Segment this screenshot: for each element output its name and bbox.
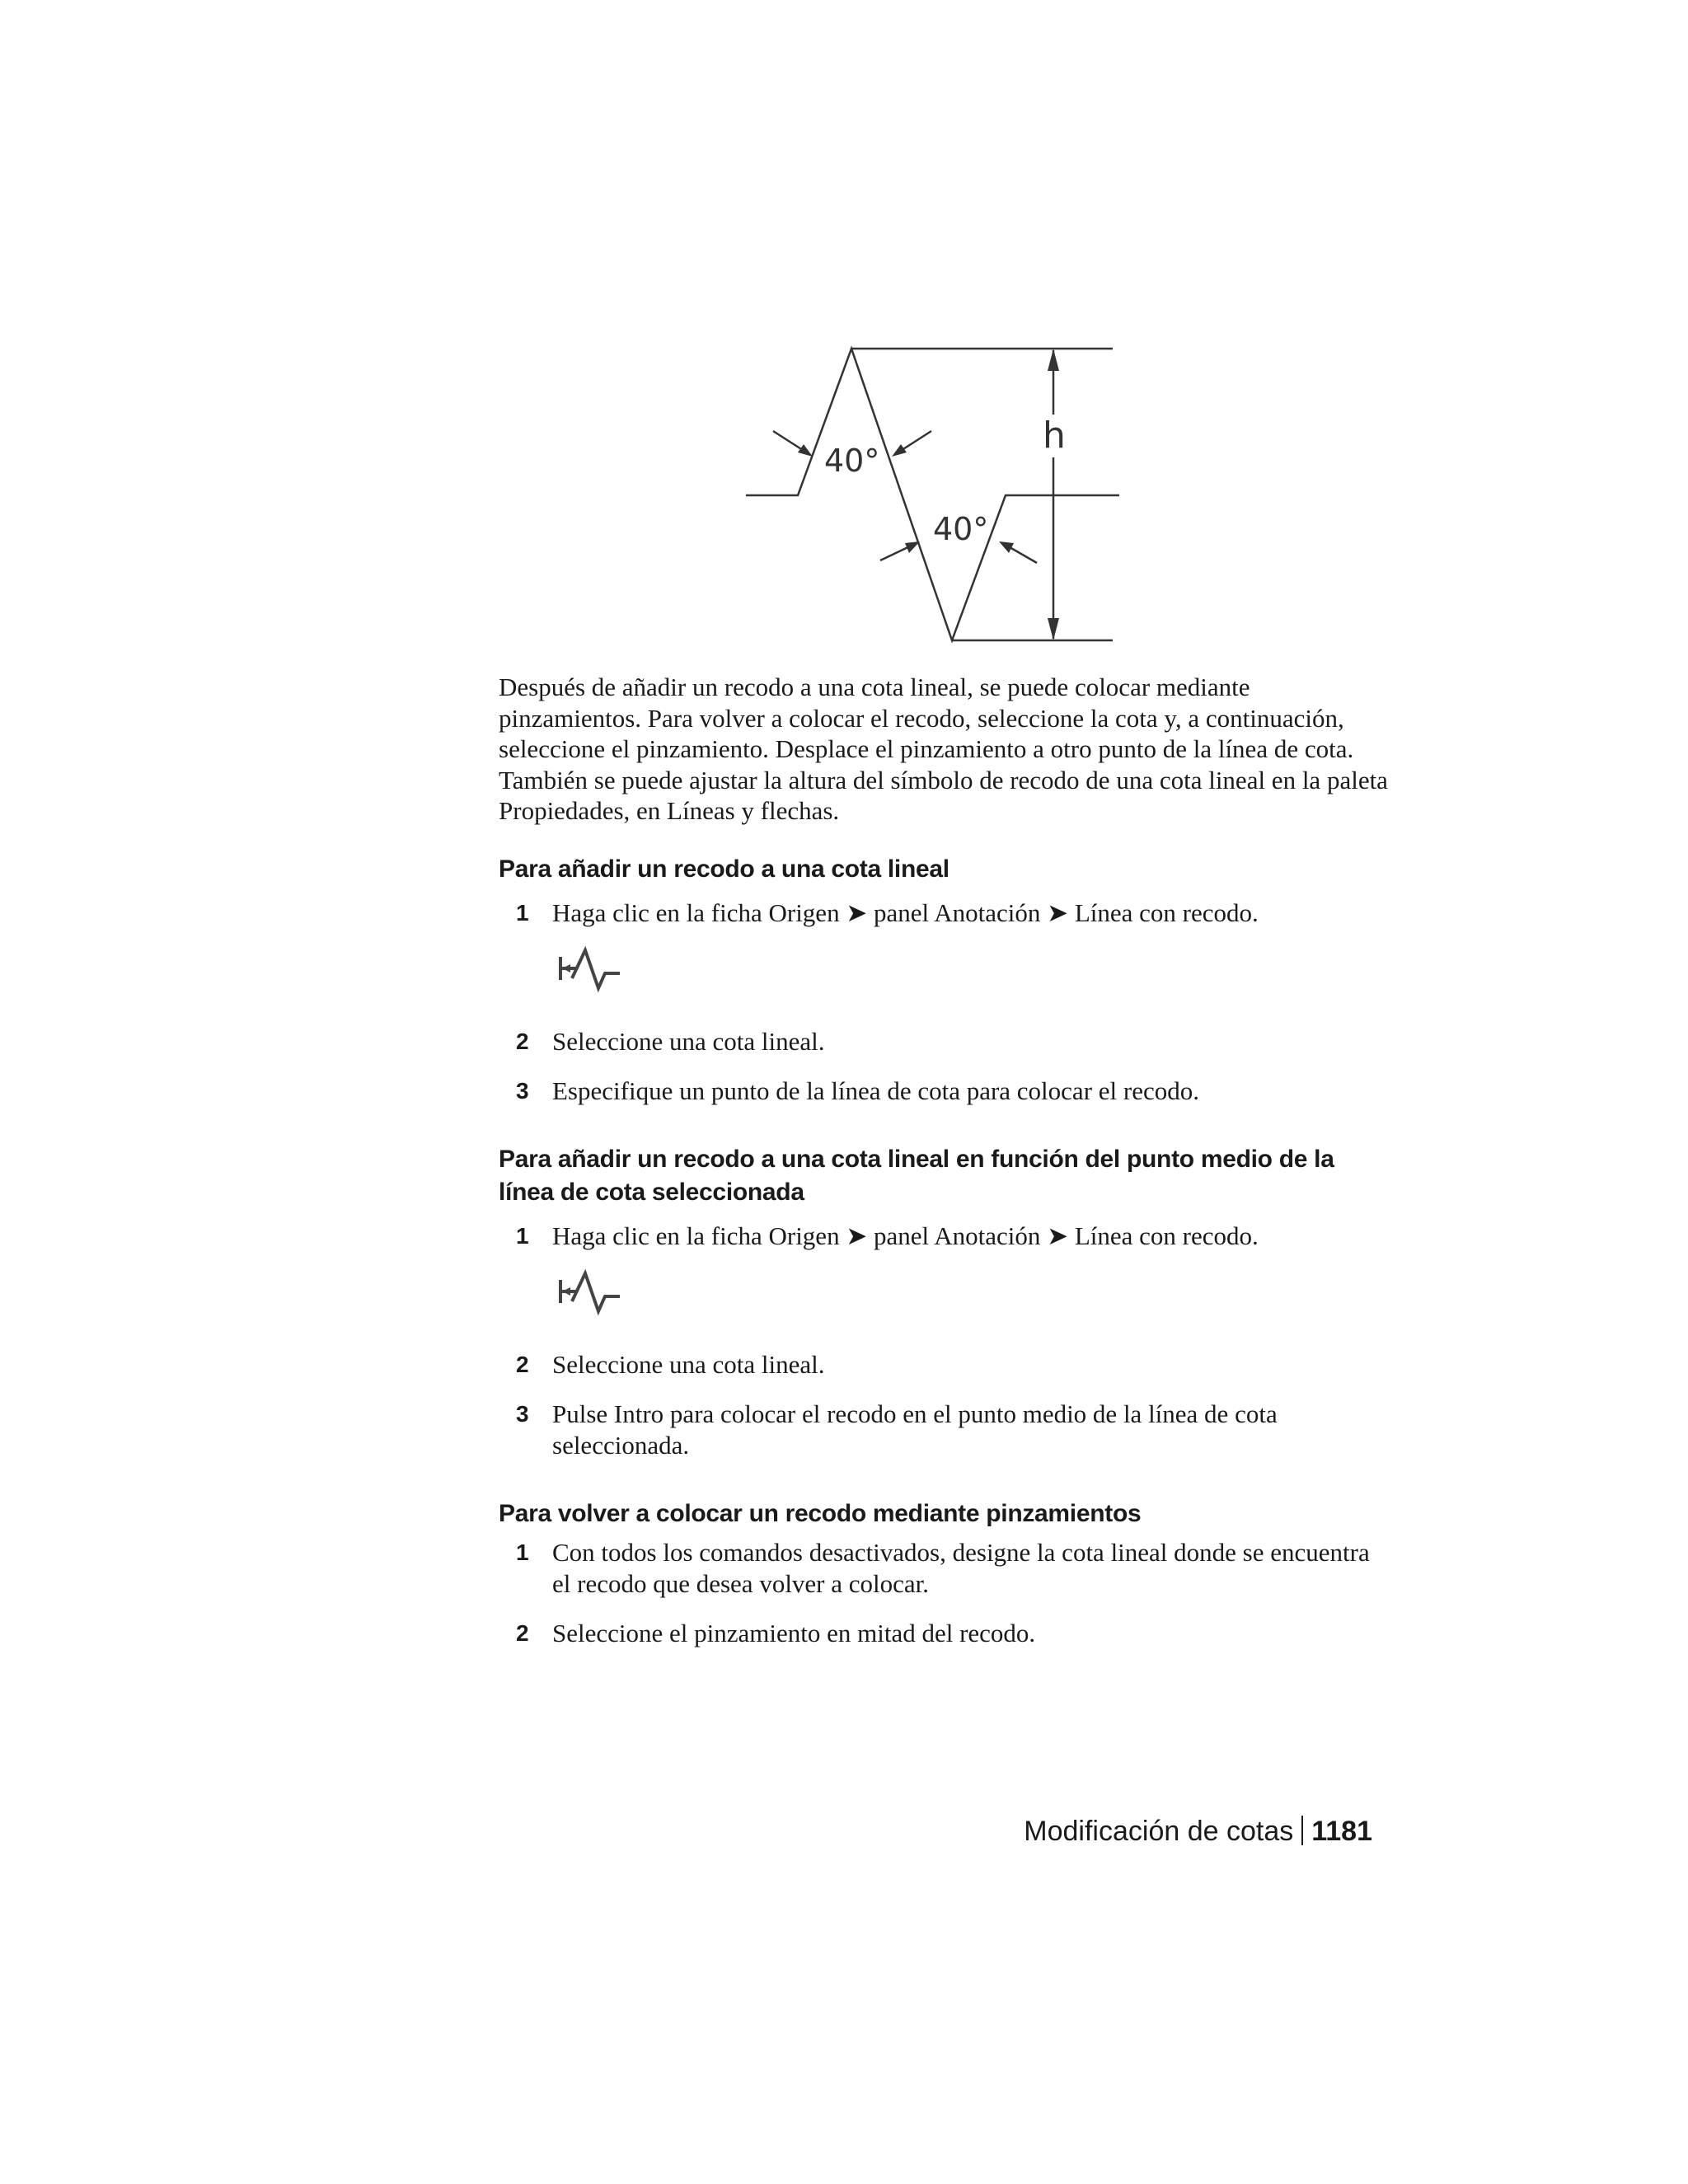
step-text: Haga clic en la ficha Origen ➤ panel Anotación ➤ Línea con recodo.	[552, 1221, 1259, 1250]
angle-label-top: 40°	[824, 443, 880, 479]
step-text: Seleccione el pinzamiento en mitad del recodo.	[552, 1618, 1036, 1647]
step-text: Pulse Intro para colocar el recodo en el punto medio de la línea de cota seleccionada.	[552, 1399, 1278, 1460]
page-number: 1181	[1311, 1816, 1372, 1847]
step-number: 3	[516, 1077, 529, 1104]
angle-arrow-1	[798, 444, 813, 457]
step-item	[499, 1399, 1389, 1461]
arrow-bottom	[1048, 618, 1059, 640]
footer-separator	[1301, 1816, 1303, 1845]
jogged-line-icon	[554, 1268, 628, 1326]
angle-label-bottom: 40°	[933, 511, 989, 547]
step-item	[499, 1349, 1389, 1380]
angle-arrow-2	[892, 444, 907, 457]
step-number: 3	[516, 1400, 529, 1427]
section-heading: Para añadir un recodo a una cota lineal en función del punto medio de la línea de cota seleccionada	[499, 1145, 1334, 1206]
step-text: Haga clic en la ficha Origen ➤ panel Anotación ➤ Línea con recodo.	[552, 898, 1259, 927]
section-heading: Para volver a colocar un recodo mediante pinzamientos	[499, 1499, 1142, 1527]
step-text: Con todos los comandos desactivados, designe la cota lineal donde se encuentra el recodo que desea volver a colocar.	[552, 1537, 1370, 1598]
step-number: 1	[516, 1539, 529, 1565]
step-item	[499, 1618, 1389, 1649]
intro-paragraph: Después de añadir un recodo a una cota lineal, se puede colocar mediante pinzamientos. Para volver a colocar el recodo, seleccione la cota y, a continuación, seleccione el pinzamiento. Desplace el pinzamiento a otro punto de la línea de cota. También se puede ajustar la altura del símbolo de recodo de una cota lineal en la paleta Propiedades, en Líneas y flechas.	[499, 673, 1388, 825]
footer-section-title: Modificación de cotas	[1024, 1816, 1294, 1847]
step-text: Seleccione una cota lineal.	[552, 1026, 825, 1056]
jog-line	[746, 349, 1119, 640]
step-item	[499, 1026, 1389, 1057]
step-text: Especifique un punto de la línea de cota para colocar el recodo.	[552, 1076, 1199, 1105]
page-footer	[931, 1813, 1372, 1849]
section-heading: Para añadir un recodo a una cota lineal	[499, 855, 950, 883]
step-text: Seleccione una cota lineal.	[552, 1349, 825, 1379]
step-number: 2	[516, 1619, 529, 1646]
step-number: 2	[516, 1028, 529, 1054]
jogged-line-icon	[554, 945, 628, 1003]
angle-arrow-3	[905, 541, 920, 553]
angle-arrow-4	[999, 541, 1014, 553]
step-item	[499, 1221, 1389, 1252]
page-content	[499, 672, 1389, 1649]
step-number: 1	[516, 1222, 529, 1249]
step-item	[499, 898, 1389, 929]
arrow-top	[1048, 349, 1059, 371]
jog-diagram-svg	[742, 342, 1129, 655]
step-number: 2	[516, 1351, 529, 1377]
jog-dimension-diagram	[742, 342, 1129, 655]
section-add-jog	[499, 853, 1389, 1107]
section-add-jog-midpoint	[499, 1143, 1389, 1461]
section-relocate-jog	[499, 1497, 1389, 1649]
step-item	[499, 1537, 1389, 1600]
height-label: h	[1043, 415, 1066, 457]
step-number: 1	[516, 899, 529, 926]
step-item	[499, 1076, 1389, 1107]
